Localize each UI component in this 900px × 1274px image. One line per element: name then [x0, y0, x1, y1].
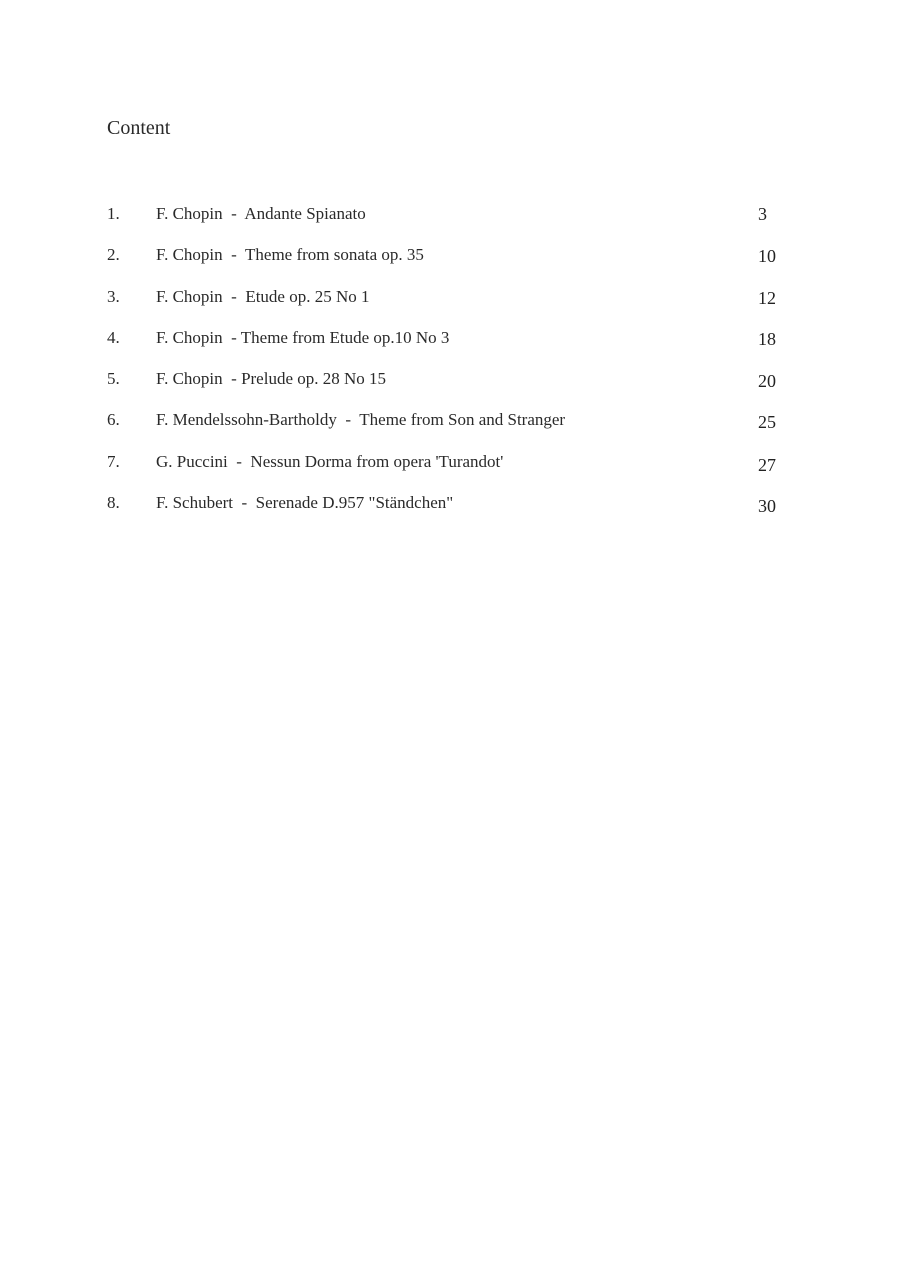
- toc-entry-title: F. Schubert - Serenade D.957 "Ständchen": [156, 493, 454, 513]
- table-of-contents: [107, 202, 797, 532]
- toc-entry: [107, 408, 797, 449]
- toc-entry: [107, 243, 797, 284]
- toc-entry: [107, 367, 797, 408]
- toc-entry-title: G. Puccini - Nessun Dorma from opera 'Turandot': [156, 451, 504, 471]
- toc-entry-number: 1.: [107, 204, 120, 223]
- toc-entry-page: 20: [758, 371, 776, 392]
- toc-entry-page: 25: [758, 412, 776, 433]
- toc-entry-page: 12: [758, 287, 776, 308]
- toc-entry-title: F. Chopin - Theme from sonata op. 35: [156, 245, 424, 265]
- toc-entry-page: 30: [758, 496, 776, 517]
- toc-entry-number: 7.: [107, 451, 120, 471]
- toc-entry-title: F. Chopin - Andante Spianato: [156, 204, 366, 223]
- toc-entry-number: 8.: [107, 493, 120, 513]
- toc-entry-title: F. Chopin - Theme from Etude op.10 No 3: [156, 327, 450, 347]
- toc-entry-page: 18: [758, 328, 776, 349]
- toc-entry: [107, 326, 797, 367]
- toc-entry: [107, 285, 797, 326]
- toc-entry-page: 10: [758, 246, 776, 267]
- toc-entry-number: 5.: [107, 369, 120, 389]
- toc-entry-page: 27: [758, 454, 776, 475]
- toc-entry-page: 3: [758, 204, 767, 224]
- toc-entry: [107, 450, 797, 491]
- toc-entry-number: 3.: [107, 286, 120, 306]
- toc-entry-title: F. Chopin - Prelude op. 28 No 15: [156, 369, 387, 389]
- toc-entry-number: 6.: [107, 410, 120, 430]
- contents-title: Content: [107, 117, 171, 139]
- toc-entry-number: 4.: [107, 327, 120, 347]
- toc-entry-number: 2.: [107, 245, 120, 265]
- toc-entry: [107, 491, 797, 532]
- toc-entry: [107, 202, 797, 243]
- toc-entry-title: F. Chopin - Etude op. 25 No 1: [156, 286, 370, 306]
- toc-entry-title: F. Mendelssohn-Bartholdy - Theme from Son and Stranger: [156, 410, 566, 430]
